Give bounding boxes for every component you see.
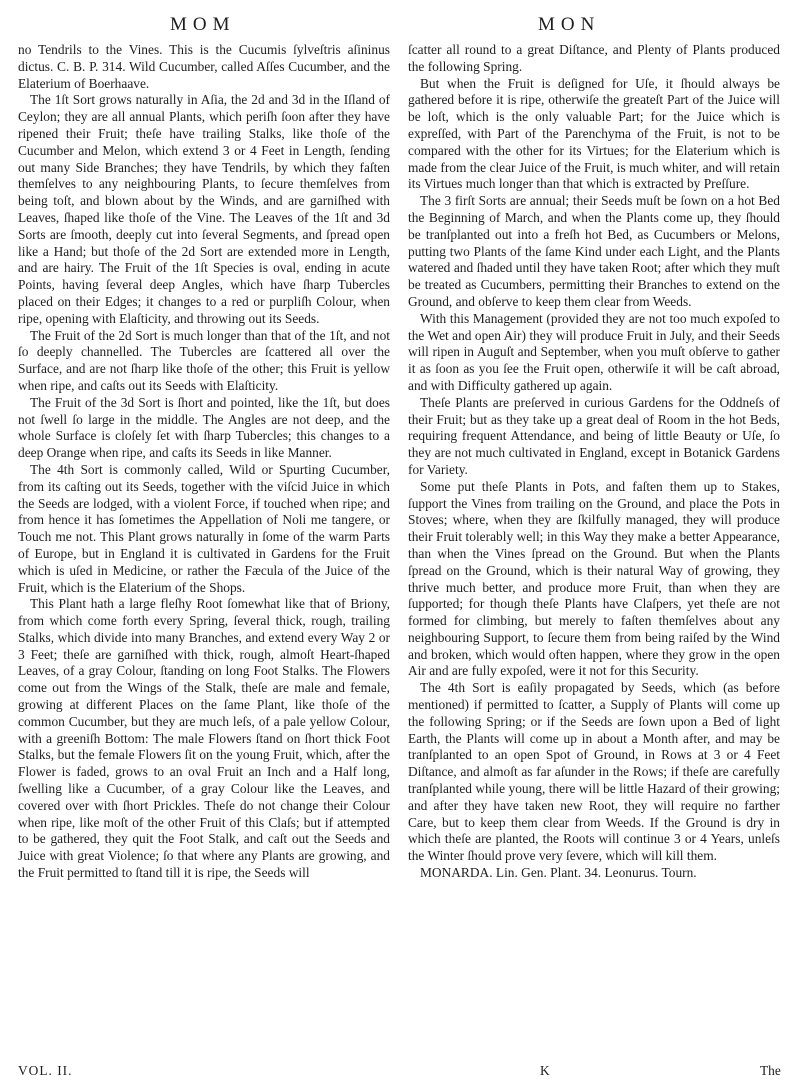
- running-head-right: MON: [538, 14, 601, 35]
- paragraph: The 4th Sort is commonly called, Wild or Spurting Cucumber, from its caſting out its Seeds, together with the viſcid Juice in which the Seeds are lodged, with a violent Force, if touched when ripe; and from hence it has ſometimes the Appellation of Noli me tangere, or Touch me not. This Plant grows naturally in ſome of the warm Parts of Europe, but in England it is cultivated in Gardens for the Fruit which is uſed in Medicine, or rather the Fæcula of the Juice of the Fruit, which is the Elaterium of the Shops.: [18, 461, 390, 595]
- paragraph: The 1ſt Sort grows naturally in Aſia, the 2d and 3d in the Iſland of Ceylon; they are all annual Plants, which periſh ſoon after they have ripened their Fruit; theſe have trailing Stalks, like thoſe of the Cucumber and Melon, which extend 3 or 4 Feet in Length, ſending out many Side Branches; they have Tendrils, by which they faſten themſelves to any neighbouring Plants, to ſecure themſelves from being toſt, and blown about by the Winds, and are garniſhed with Leaves, ſhaped like thoſe of the Vine. The Leaves of the 1ſt and 3d Sorts are ſmooth, deeply cut into ſeveral Segments, and ſpread open like a Hand; but thoſe of the 2d Sort are extended more in Length, and are hairy. The Fruit of the 1ſt Species is oval, ending in acute Points, having ſeveral deep Angles, which have ſharp Tubercles placed on their Edges; it changes to a red or purpliſh Colour, when ripe, opening with Elaſticity, and throwing out its Seeds.: [18, 92, 390, 326]
- page-footer: [0, 1063, 801, 1083]
- paragraph: Some put theſe Plants in Pots, and faſten them up to Stakes, ſupport the Vines from trailing on the Ground, and place the Pots in Stoves; where, when they are ſkilfully managed, they will produce their Fruit tolerably well; in this Way they make a better Appearance, than when the Vines ſpread on the Ground. But when the Plants ſpread on the Ground, which is their natural Way of growing, they thrive much better, and produce more Fruit, than when they are ſupported; for though theſe Plants have Claſpers, yet theſe are not formed for climbing, but merely to faſten themſelves about any neighbouring Support, to ſecure them from being raiſed by the Wind and broken, which would often happen, where they grow in the open Air and are fully expoſed, were it not for this Security.: [408, 478, 780, 679]
- signature-mark: K: [540, 1063, 550, 1078]
- paragraph: With this Management (provided they are not too much expoſed to the Wet and open Air) they will produce Fruit in July, and their Seeds will ripen in Auguſt and September, when you muſt obſerve to gather it as ſoon as you ſee the Fruit open, otherwiſe it will be caſt abroad, and with Difficulty gathered up again.: [408, 310, 780, 393]
- running-header: [0, 14, 801, 40]
- left-column: [18, 42, 390, 882]
- volume-label: VOL. II.: [18, 1063, 73, 1078]
- paragraph: ſcatter all round to a great Diſtance, and Plenty of Plants produced the following Spring.: [408, 42, 780, 74]
- paragraph: Theſe Plants are preſerved in curious Gardens for the Oddneſs of their Fruit; but as they take up a great deal of Room in the hot Beds, requiring frequent Attendance, and being of little Beauty or Uſe, ſo they are not much cultivated in England, except in Botanick Gardens for Variety.: [408, 394, 780, 477]
- paragraph: This Plant hath a large fleſhy Root ſomewhat like that of Briony, from which come forth every Spring, ſeveral thick, rough, trailing Stalks, which divide into many Branches, and extend every Way 2 or 3 Feet; theſe are garniſhed with thick, rough, almoſt Heart-ſhaped Leaves, of a gray Colour, ſtanding on long Foot Stalks. The Flowers come out from the Wings of the Stalk, theſe are male and female, growing at different Places on the ſame Plant, like thoſe of the common Cucumber, but they are much leſs, of a pale yellow Colour, with a greeniſh Bottom: The male Flowers ſtand on ſhort thick Foot Stalks, but the female Flowers ſit on the young Fruit, which, after the Flower is faded, grows to an oval Fruit an Inch and a Half long, ſwelling like a Cucumber, of a gray Colour like the Leaves, and covered over with ſhort Prickles. Theſe do not change their Colour when ripe, like moſt of the other Fruit of this Claſs; but if attempted to be gathered, they quit the Foot Stalk, and caſt out the Seeds and Juice with great Violence; ſo that where any Plants are growing, and the Fruit permitted to ſtand till it is ripe, the Seeds will: [18, 596, 390, 881]
- paragraph: The Fruit of the 3d Sort is ſhort and pointed, like the 1ſt, but does not ſwell ſo large in the middle. The Angles are not deep, and the whole Surface is cloſely ſet with ſharp Tubercles; this changes to a deep Orange when ripe, and caſts its Seeds in like Manner.: [18, 394, 390, 461]
- paragraph: But when the Fruit is deſigned for Uſe, it ſhould always be gathered before it is ripe, otherwiſe the greateſt Part of the Juice will be loſt, which is the only valuable Part; for the Juice which is expreſſed, with Part of the Parenchyma of the Fruit, is not to be compared with the other for its Virtues; for the Elaterium which is made from the clear Juice of the Fruit, is much whiter, and will retain its Virtues much longer than that which is extracted by Preſſure.: [408, 75, 780, 192]
- paragraph: no Tendrils to the Vines. This is the Cucumis ſylveſtris aſininus dictus. C. B. P. 314. Wild Cucumber, called Aſſes Cucumber, and the Elaterium of Boerhaave.: [18, 42, 390, 91]
- section-heading-monarda: MONARDA. Lin. Gen. Plant. 34. Leonurus. Tourn.: [420, 865, 697, 881]
- running-head-left: MOM: [170, 14, 236, 35]
- paragraph: The 3 firſt Sorts are annual; their Seeds muſt be ſown on a hot Bed the Beginning of March, and when the Plants come up, they ſhould be tranſplanted out into a freſh hot Bed, as Cucumbers or Melons, putting two Plants of the ſame Kind under each Light, and the Plants watered and ſhaded until they have taken Root; after which they muſt be treated as Cucumbers, permitting their Branches to extend on the Ground, and obſerve to keep them clear from Weeds.: [408, 193, 780, 309]
- paragraph: The 4th Sort is eaſily propagated by Seeds, which (as before mentioned) if permitted to ſcatter, a Supply of Plants will come up the following Spring; or if the Seeds are ſown upon a Bed of light Earth, the Plants will come up in about a Month after, and may be tranſplanted to an open Spot of Ground, in Rows at 3 or 4 Feet Diſtance, and almoſt as far aſunder in the Rows; if theſe are carefully tranſplanted while young, there will be little Hazard of their growing; and after they have taken new Root, they will require no farther Care, but to keep them clear from Weeds. If the Ground is dry in which theſe are planted, the Roots will continue 3 or 4 Years, unleſs the Winter ſhould prove very ſevere, which will kill them.: [408, 680, 780, 864]
- catchword: The: [760, 1063, 781, 1078]
- right-column: [408, 42, 780, 882]
- paragraph: The Fruit of the 2d Sort is much longer than that of the 1ſt, and not ſo deeply channelled. The Tubercles are ſcattered all over the Surface, and are not ſharp like thoſe of the other; this Fruit is yellow when ripe, and caſts out its Seeds with Elaſticity.: [18, 327, 390, 393]
